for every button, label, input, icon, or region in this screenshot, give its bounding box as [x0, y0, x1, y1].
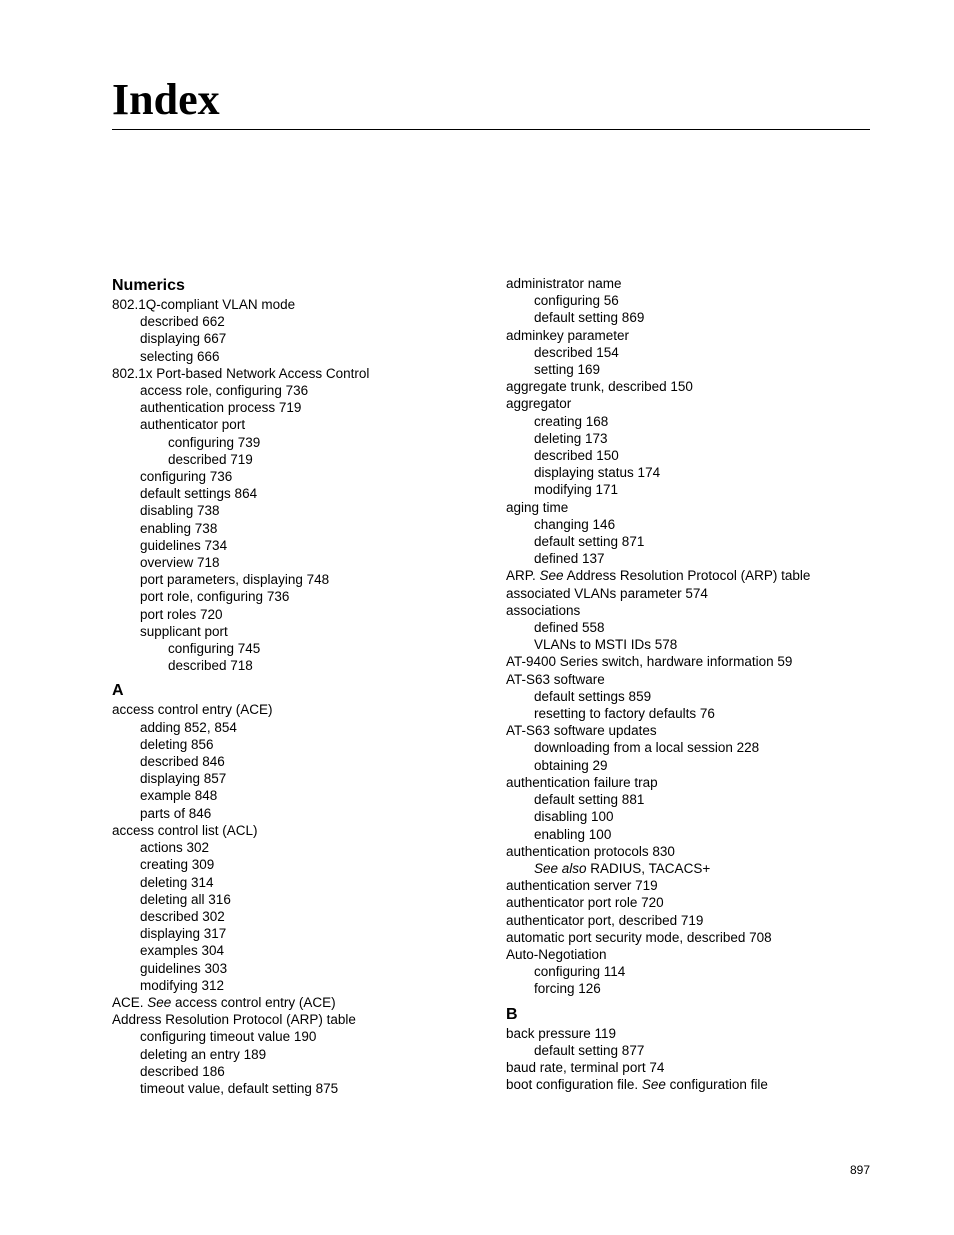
index-entry — [112, 719, 492, 736]
index-entry-text: back pressure 119 — [506, 1025, 617, 1041]
index-entry-text: access control entry (ACE) — [112, 702, 273, 718]
index-entry — [506, 1076, 870, 1093]
index-entry-text: authenticator port — [140, 417, 246, 433]
index-entry-text: authenticator port, described 719 — [506, 912, 704, 928]
index-entry-text: default setting 877 — [534, 1042, 645, 1058]
see-reference: See also — [534, 860, 587, 876]
index-entry-text: Auto-Negotiation — [506, 946, 607, 962]
index-entry — [506, 395, 870, 412]
index-entry-text: described 154 — [534, 344, 619, 360]
index-entry-text: timeout value, default setting 875 — [140, 1080, 339, 1096]
index-entry — [112, 701, 492, 718]
index-entry — [506, 722, 870, 739]
index-entry-text: modifying 171 — [534, 482, 619, 498]
index-entry — [506, 791, 870, 808]
see-target: configuration file — [665, 1077, 768, 1093]
index-entry — [506, 774, 870, 791]
index-entry-text: creating 168 — [534, 413, 609, 429]
index-entry — [506, 413, 870, 430]
index-entry-text: overview 718 — [140, 555, 220, 571]
index-entry — [506, 1025, 870, 1042]
index-entry — [506, 963, 870, 980]
index-entry-text: ACE. — [112, 994, 148, 1010]
index-entry-text: default setting 871 — [534, 534, 645, 550]
index-entry-text: displaying 667 — [140, 331, 227, 347]
index-entry — [112, 908, 492, 925]
index-entry — [506, 1042, 870, 1059]
index-entry — [112, 554, 492, 571]
index-entry — [112, 296, 492, 313]
index-entry — [112, 839, 492, 856]
index-entry-text: authentication process 719 — [140, 400, 302, 416]
index-entry — [506, 688, 870, 705]
page-title: Index — [112, 75, 220, 124]
index-entry — [112, 925, 492, 942]
see-reference: See — [539, 568, 564, 584]
index-entry-text: described 846 — [140, 754, 225, 770]
index-entry — [112, 657, 492, 674]
index-entry-text: 802.1x Port-based Network Access Control — [112, 365, 370, 381]
index-entry — [112, 874, 492, 891]
index-entry-text: example 848 — [140, 788, 218, 804]
index-entry — [506, 602, 870, 619]
index-entry — [112, 399, 492, 416]
index-entry — [506, 671, 870, 688]
index-entry — [112, 623, 492, 640]
index-entry-text: downloading from a local session 228 — [534, 740, 760, 756]
index-entry — [506, 533, 870, 550]
page-number: 897 — [849, 1163, 870, 1177]
index-entry-text: default setting 869 — [534, 310, 645, 326]
index-entry-text: described 662 — [140, 314, 225, 330]
index-entry — [112, 365, 492, 382]
index-entry — [506, 860, 870, 877]
index-entry-text: enabling 100 — [534, 826, 612, 842]
index-entry-text: setting 169 — [534, 362, 601, 378]
index-entry-text: AT-9400 Series switch, hardware information 59 — [506, 654, 793, 670]
index-entry — [506, 464, 870, 481]
index-entry — [112, 891, 492, 908]
index-entry — [112, 571, 492, 588]
index-entry — [112, 382, 492, 399]
index-entry — [506, 567, 870, 584]
index-entry-text: default settings 859 — [534, 688, 652, 704]
index-entry — [506, 826, 870, 843]
index-column-right — [506, 275, 870, 1093]
index-entry-text: authenticator port role 720 — [506, 895, 664, 911]
index-entry-text: configuring 114 — [534, 964, 626, 980]
index-entry — [506, 705, 870, 722]
index-entry — [112, 977, 492, 994]
index-entry — [506, 516, 870, 533]
index-entry — [112, 805, 492, 822]
index-entry — [112, 468, 492, 485]
index-entry-text: administrator name — [506, 276, 622, 291]
index-entry-text: displaying 317 — [140, 926, 227, 942]
index-entry — [112, 520, 492, 537]
index-entry — [112, 451, 492, 468]
index-entry-text: aggregator — [506, 396, 572, 412]
index-entry-text: deleting 856 — [140, 736, 214, 752]
index-entry-text: parts of 846 — [140, 805, 212, 821]
index-entry-text: baud rate, terminal port 74 — [506, 1059, 665, 1075]
index-entry-text: authentication server 719 — [506, 878, 658, 894]
index-entry-text: deleting 173 — [534, 430, 608, 446]
index-entry — [506, 946, 870, 963]
index-entry — [506, 309, 870, 326]
index-entry-text: disabling 100 — [534, 809, 614, 825]
index-entry-text: boot configuration file. — [506, 1077, 642, 1093]
index-entry-text: associations — [506, 602, 581, 618]
index-entry — [506, 275, 870, 292]
index-entry — [112, 606, 492, 623]
index-entry-text: aging time — [506, 499, 569, 515]
index-entry-text: default settings 864 — [140, 486, 258, 502]
index-entry — [112, 1046, 492, 1063]
index-entry-text: adminkey parameter — [506, 327, 630, 343]
index-entry — [506, 929, 870, 946]
index-section-heading: B — [506, 1005, 518, 1023]
title-rule — [112, 129, 870, 130]
index-entry-text: enabling 738 — [140, 520, 218, 536]
index-entry — [506, 757, 870, 774]
index-entry — [112, 753, 492, 770]
index-entry — [506, 344, 870, 361]
index-entry-text: automatic port security mode, described 708 — [506, 929, 772, 945]
index-entry — [112, 588, 492, 605]
index-entry-text: defined 137 — [534, 551, 605, 567]
index-entry — [506, 499, 870, 516]
index-entry — [506, 653, 870, 670]
index-entry-text: forcing 126 — [534, 981, 601, 997]
index-entry-text: port role, configuring 736 — [140, 589, 290, 605]
index-entry — [112, 502, 492, 519]
index-entry — [506, 550, 870, 567]
index-entry-text: port parameters, displaying 748 — [140, 572, 330, 588]
index-entry-text: configuring 736 — [140, 469, 233, 485]
index-entry-text: supplicant port — [140, 623, 228, 639]
index-entry-text: authentication failure trap — [506, 774, 658, 790]
index-entry-text: configuring timeout value 190 — [140, 1029, 317, 1045]
index-entry — [112, 1063, 492, 1080]
index-entry — [112, 1011, 492, 1028]
index-entry-text: access role, configuring 736 — [140, 383, 309, 399]
see-target: Address Resolution Protocol (ARP) table — [563, 568, 811, 584]
index-entry — [112, 787, 492, 804]
index-entry — [112, 856, 492, 873]
index-entry-text: examples 304 — [140, 943, 225, 959]
index-entry — [112, 960, 492, 977]
index-entry — [506, 361, 870, 378]
index-entry — [506, 980, 870, 997]
index-entry — [112, 434, 492, 451]
see-target: access control entry (ACE) — [171, 994, 336, 1010]
see-reference: See — [147, 994, 172, 1010]
index-entry — [506, 843, 870, 860]
index-entry-text: described 718 — [168, 658, 253, 674]
index-entry — [112, 330, 492, 347]
index-entry-text: disabling 738 — [140, 503, 220, 519]
index-entry-text: modifying 312 — [140, 977, 225, 993]
index-entry-text: changing 146 — [534, 516, 616, 532]
index-section-heading: Numerics — [112, 277, 185, 294]
index-entry-text: Address Resolution Protocol (ARP) table — [112, 1012, 356, 1028]
index-entry-text: AT-S63 software — [506, 671, 605, 687]
index-section-heading: A — [112, 682, 124, 700]
index-entry — [112, 942, 492, 959]
index-entry-text: displaying 857 — [140, 771, 227, 787]
index-entry — [112, 537, 492, 554]
index-entry — [506, 636, 870, 653]
index-entry — [506, 292, 870, 309]
index-entry-text: 802.1Q-compliant VLAN mode — [112, 297, 296, 312]
index-entry-text: obtaining 29 — [534, 757, 608, 773]
index-entry — [112, 1080, 492, 1097]
index-entry-text: configuring 745 — [168, 641, 261, 657]
index-entry — [112, 736, 492, 753]
index-entry — [506, 585, 870, 602]
index-entry — [506, 447, 870, 464]
index-entry-text: resetting to factory defaults 76 — [534, 706, 715, 722]
index-entry — [506, 327, 870, 344]
index-entry-text: AT-S63 software updates — [506, 723, 657, 739]
index-entry-text: deleting an entry 189 — [140, 1046, 267, 1062]
index-entry-text: deleting 314 — [140, 874, 214, 890]
see-reference: See — [641, 1077, 666, 1093]
index-entry — [506, 378, 870, 395]
index-entry-text: configuring 56 — [534, 293, 619, 309]
index-entry — [506, 481, 870, 498]
index-entry-text: described 150 — [534, 448, 619, 464]
index-entry-text: guidelines 734 — [140, 537, 228, 553]
index-entry-text: port roles 720 — [140, 606, 223, 622]
index-entry-text: described 302 — [140, 908, 225, 924]
index-entry — [506, 619, 870, 636]
index-entry — [112, 1028, 492, 1045]
index-entry-text: displaying status 174 — [534, 465, 661, 481]
index-entry — [112, 822, 492, 839]
index-entry-text: selecting 666 — [140, 348, 220, 364]
index-entry — [112, 770, 492, 787]
index-entry-text: adding 852, 854 — [140, 719, 237, 735]
index-entry — [506, 1059, 870, 1076]
index-entry-text: creating 309 — [140, 857, 215, 873]
index-entry — [506, 877, 870, 894]
index-entry-text: aggregate trunk, described 150 — [506, 379, 693, 395]
index-entry — [112, 416, 492, 433]
index-column-left — [112, 276, 492, 1097]
index-entry — [506, 894, 870, 911]
index-entry — [112, 313, 492, 330]
index-entry-text: actions 302 — [140, 840, 210, 856]
index-entry — [506, 739, 870, 756]
index-entry-text: defined 558 — [534, 620, 605, 636]
index-entry-text: associated VLANs parameter 574 — [506, 585, 708, 601]
index-entry — [506, 912, 870, 929]
index-entry-text: configuring 739 — [168, 434, 261, 450]
index-entry-text: VLANs to MSTI IDs 578 — [534, 637, 678, 653]
index-entry-text: guidelines 303 — [140, 960, 228, 976]
index-entry-text: described 719 — [168, 451, 253, 467]
index-entry — [112, 485, 492, 502]
index-entry-text: authentication protocols 830 — [506, 843, 675, 859]
index-entry — [112, 348, 492, 365]
index-entry — [112, 640, 492, 657]
index-entry — [112, 994, 492, 1011]
index-entry-text: default setting 881 — [534, 792, 645, 808]
index-entry — [506, 808, 870, 825]
index-entry-text: described 186 — [140, 1063, 225, 1079]
index-entry-text: access control list (ACL) — [112, 822, 258, 838]
see-target: RADIUS, TACACS+ — [586, 860, 711, 876]
index-entry-text: ARP. — [506, 568, 540, 584]
index-entry — [506, 430, 870, 447]
index-entry-text: deleting all 316 — [140, 891, 231, 907]
